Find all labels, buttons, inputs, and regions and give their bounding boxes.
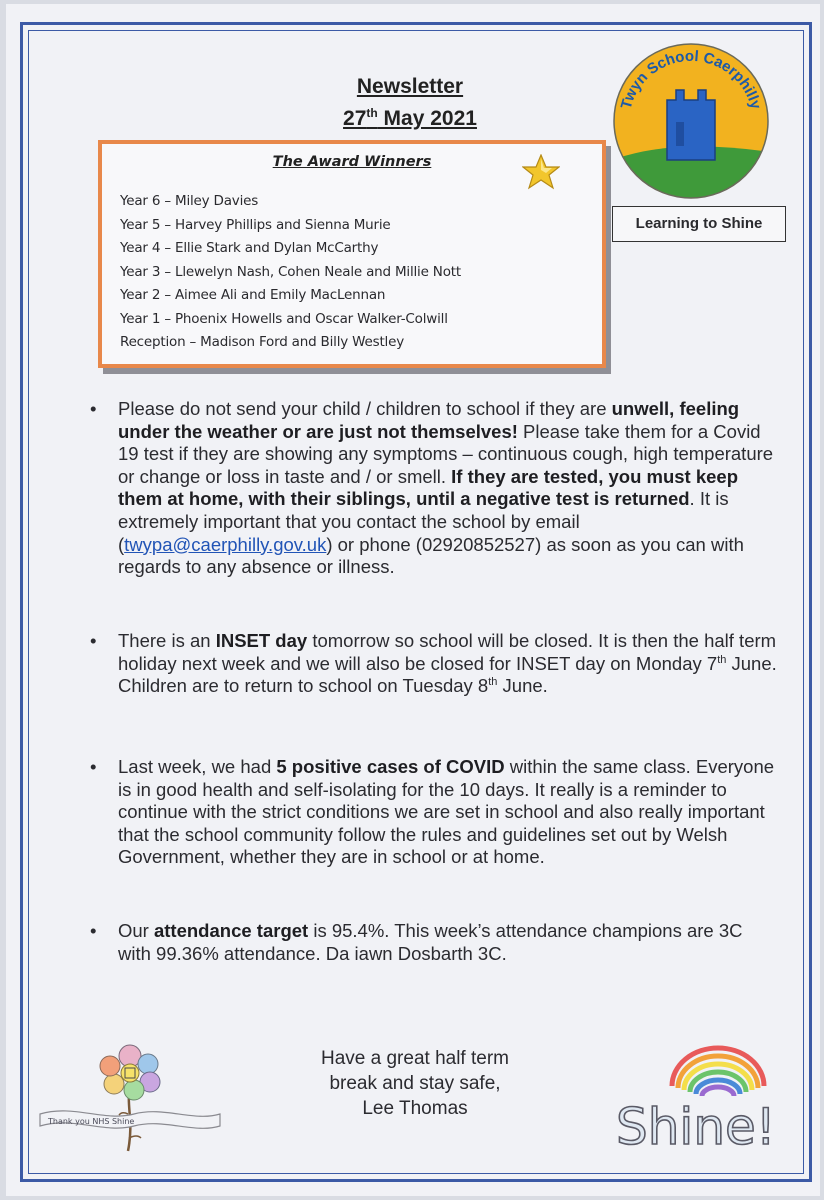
award-line-year1: Year 1 – Phoenix Howells and Oscar Walker-Colwill [120,310,448,327]
award-line-year6: Year 6 – Miley Davies [120,193,259,209]
newsletter-date: 27th May 2021 [343,106,477,130]
shine-rainbow-drawing [612,1036,808,1154]
bullet-icon: • [90,756,97,777]
notice-inset-day: • There is an INSET day tomorrow so school will be closed. It is then the half term holiday next week and we will also be closed for INSET day on Monday 7th June. Children are to return to school on Tuesday 8th June. [90,630,777,697]
notice-covid-symptoms: • Please do not send your child / children to school if they are unwell, feeling under the weather or are just not themselves! Please take them for a Covid 19 test if they are showing any symptoms – continuous cough, high temperature or change or loss in taste and / or smell. If they are tested, you must keep them at home, with their siblings, until a negative test is returned. It is extremely important that you contact the school by email (twypa@caerphilly.gov.uk) or phone (02920852527) as soon as you can with regards to any absence or illness. [90,398,774,578]
bullet-icon: • [90,920,97,941]
flower-drawing [34,1026,224,1156]
signoff-name: Lee Thomas [362,1098,468,1119]
award-line-year4: Year 4 – Ellie Stark and Dylan McCarthy [120,240,379,256]
award-line-year5: Year 5 – Harvey Phillips and Sienna Murie [120,216,391,233]
shine-text: Shine! [616,1098,776,1154]
award-line-year3: Year 3 – Llewelyn Nash, Cohen Neale and Millie Nott [120,263,461,280]
notice-attendance: • Our attendance target is 95.4%. This week’s attendance champions are 3C with 99.36% attendance. Da iawn Dosbarth 3C. [90,920,743,964]
signoff [270,1046,560,1121]
newsletter-title: Newsletter [356,75,464,98]
school-logo [612,42,770,200]
award-winners-box [98,140,606,368]
logo-text: Twyn School Caerphilly [617,47,765,112]
awards-heading: The Award Winners [272,154,432,170]
award-line-year2: Year 2 – Aimee Ali and Emily MacLennan [120,287,386,303]
notice-covid-cases: • Last week, we had 5 positive cases of COVID within the same class. Everyone is in good health and self-isolating for the 10 days. It really is a reminder to continue with the strict conditions we are set in school and also really important that the school community follow the rules and guidelines set out by Welsh Government, whether they are in school or at home. [90,756,775,868]
star-icon [522,154,560,190]
signoff-line-1: Have a great half term [321,1048,509,1069]
award-line-reception: Reception – Madison Ford and Billy Westley [120,334,404,350]
school-motto: Learning to Shine [612,206,786,242]
school-email-link[interactable]: twypa@caerphilly.gov.uk [124,533,327,555]
bullet-icon: • [90,398,97,419]
signoff-line-2: break and stay safe, [329,1073,501,1094]
ribbon-text: Thank you NHS Shine [48,1117,135,1126]
bullet-icon: • [90,630,97,651]
page-title [300,74,520,132]
